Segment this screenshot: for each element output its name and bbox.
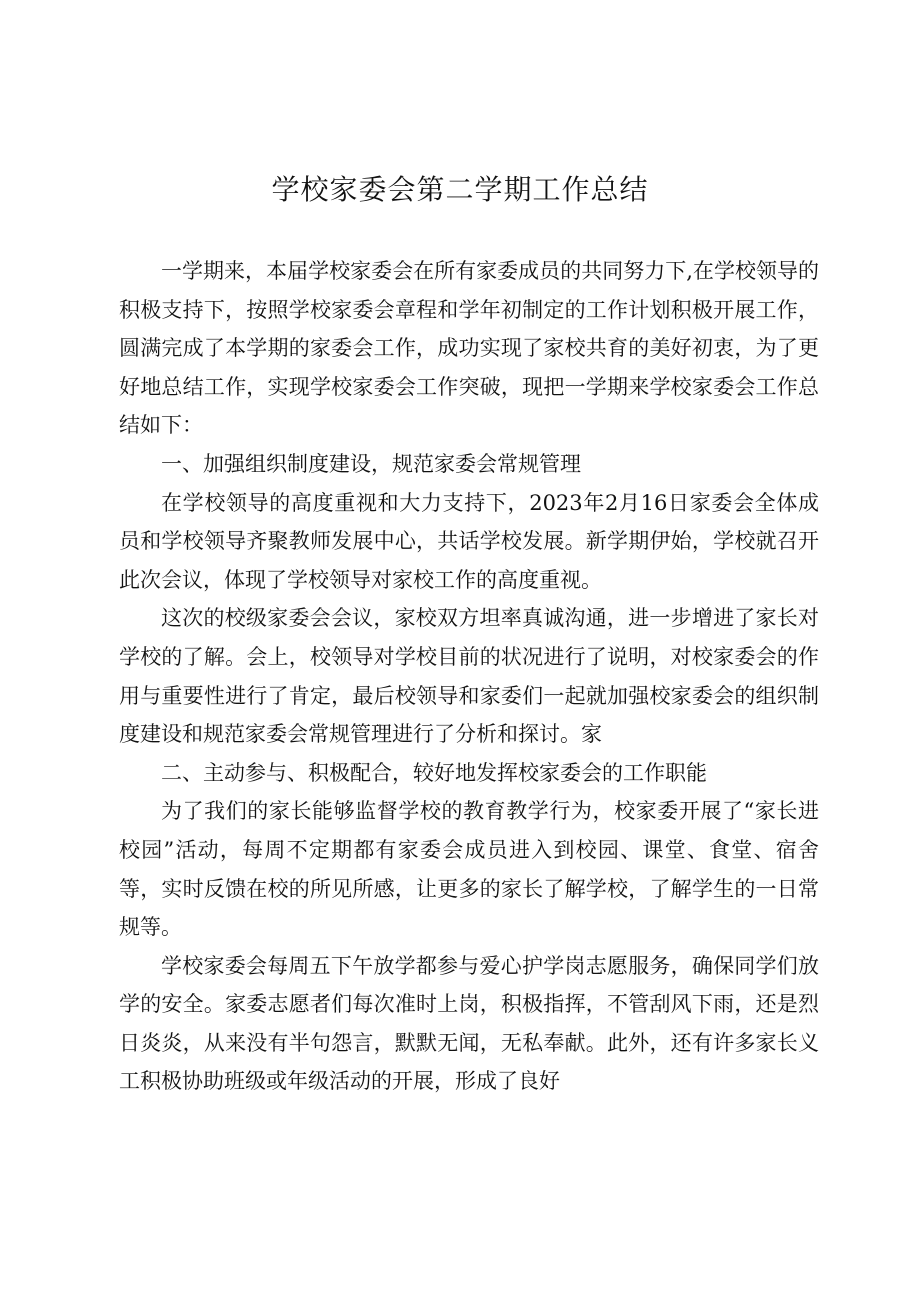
paragraph-meeting: 在学校领导的高度重视和大力支持下，2023年2月16日家委会全体成员和学校领导齐聚教师发展中心，共话学校发展。新学期伊始，学校就召开此次会议，体现了学校领导对家校工作的高度重视。: [119, 490, 819, 592]
document-title: 学校家委会第二学期工作总结: [271, 173, 649, 206]
paragraph-intro: 一学期来，本届学校家委会在所有家委成员的共同努力下,在学校领导的积极支持下，按照学校家委会章程和学年初制定的工作计划积极开展工作，圆满完成了本学期的家委会工作，成功实现了家校共育的美好初衷，为了更好地总结工作，实现学校家委会工作突破，现把一学期来学校家委会工作总结如下：: [119, 259, 819, 438]
paragraph-volunteers: 学校家委会每周五下午放学都参与爱心护学岗志愿服务，确保同学们放学的安全。家委志愿者们每次准时上岗，积极指挥，不管刮风下雨，还是烈日炎炎，从来没有半句怨言，默默无闻，无私奉献。此外，还有许多家长义工积极协助班级或年级活动的开展，形成了良好: [119, 953, 819, 1094]
paragraph-parents-visit: 为了我们的家长能够监督学校的教育教学行为，校家委开展了“家长进校园”活动，每周不定期都有家委会成员进入到校园、课堂、食堂、宿舍等，实时反馈在校的所见所感，让更多的家长了解学校，了解学生的一日常规等。: [119, 799, 819, 940]
section-heading-2: 二、主动参与、积极配合，较好地发挥校家委会的工作职能: [161, 760, 707, 785]
paragraph-meeting-detail: 这次的校级家委会会议，家校双方坦率真诚沟通，进一步增进了家长对学校的了解。会上，校领导对学校目前的状况进行了说明，对校家委会的作用与重要性进行了肯定，最后校领导和家委们一起就加强校家委会的组织制度建设和规范家委会常规管理进行了分析和探讨。家: [119, 606, 819, 747]
section-heading-1: 一、加强组织制度建设，规范家委会常规管理: [161, 451, 581, 476]
document-body: [119, 252, 819, 1101]
